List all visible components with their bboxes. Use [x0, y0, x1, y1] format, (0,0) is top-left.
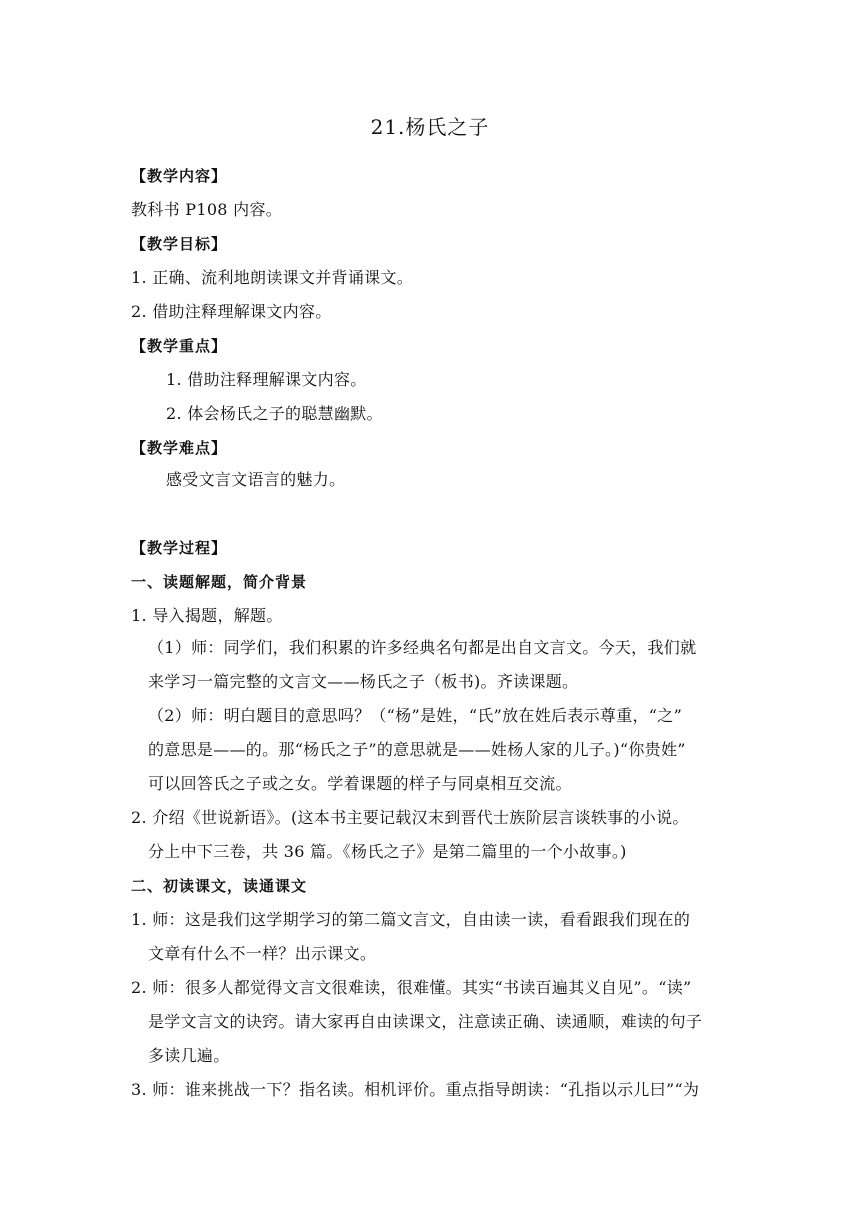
part2-line: 3. 师：谁来挑战一下？指名读。相机评价。重点指导朗读：“孔指以示儿曰”“为: [131, 1080, 700, 1099]
key-point-item: 1. 借助注释理解课文内容。: [166, 370, 367, 389]
goal-item: 2. 借助注释理解课文内容。: [131, 302, 332, 321]
part1-line: 来学习一篇完整的文言文——杨氏之子（板书)。齐读课题。: [148, 672, 579, 691]
part1-line: （1）师：同学们，我们积累的许多经典名句都是出自文言文。今天，我们就: [148, 638, 697, 657]
part1-line: 的意思是——的。那“杨氏之子”的意思就是——姓杨人家的儿子。)“你贵姓”: [148, 740, 686, 759]
part2-line: 1. 师：这是我们这学期学习的第二篇文言文，自由读一读，看看跟我们现在的: [131, 910, 691, 929]
goals-heading: 【教学目标】: [131, 235, 228, 253]
part1-line: 2. 介绍《世说新语》。(这本书主要记载汉末到晋代士族阶层言谈轶事的小说。: [131, 808, 689, 827]
difficulty-heading: 【教学难点】: [131, 439, 228, 457]
part2-heading: 二、初读课文，读通课文: [131, 877, 308, 895]
part2-line: 多读几遍。: [148, 1046, 230, 1065]
part2-line: 是学文言文的诀窍。请大家再自由读课文，注意读正确、读通顺，难读的句子: [148, 1012, 703, 1031]
page-title: 21.杨氏之子: [370, 115, 490, 139]
content-heading: 【教学内容】: [131, 167, 228, 185]
part1-line: （2）师：明白题目的意思吗？（“杨”是姓，“氏”放在姓后表示尊重，“之”: [148, 706, 683, 725]
key-heading: 【教学重点】: [131, 337, 228, 355]
part2-line: 文章有什么不一样？出示课文。: [148, 944, 377, 963]
part2-line: 2. 师：很多人都觉得文言文很难读，很难懂。其实“书读百遍其义自见”。“读”: [131, 978, 692, 997]
content-text: 教科书 P108 内容。: [131, 200, 283, 219]
part1-line: 1. 导入揭题，解题。: [131, 606, 283, 625]
process-heading: 【教学过程】: [131, 539, 228, 557]
key-point-item: 2. 体会杨氏之子的聪慧幽默。: [166, 404, 383, 423]
part1-heading: 一、读题解题，简介背景: [131, 573, 308, 591]
goal-item: 1. 正确、流利地朗读课文并背诵课文。: [131, 268, 414, 287]
difficulty-text: 感受文言文语言的魅力。: [166, 470, 346, 489]
part1-line: 可以回答氏之子或之女。学着课题的样子与同桌相互交流。: [148, 774, 572, 793]
part1-line: 分上中下三卷，共 36 篇。《杨氏之子》是第二篇里的一个小故事。): [148, 842, 627, 861]
